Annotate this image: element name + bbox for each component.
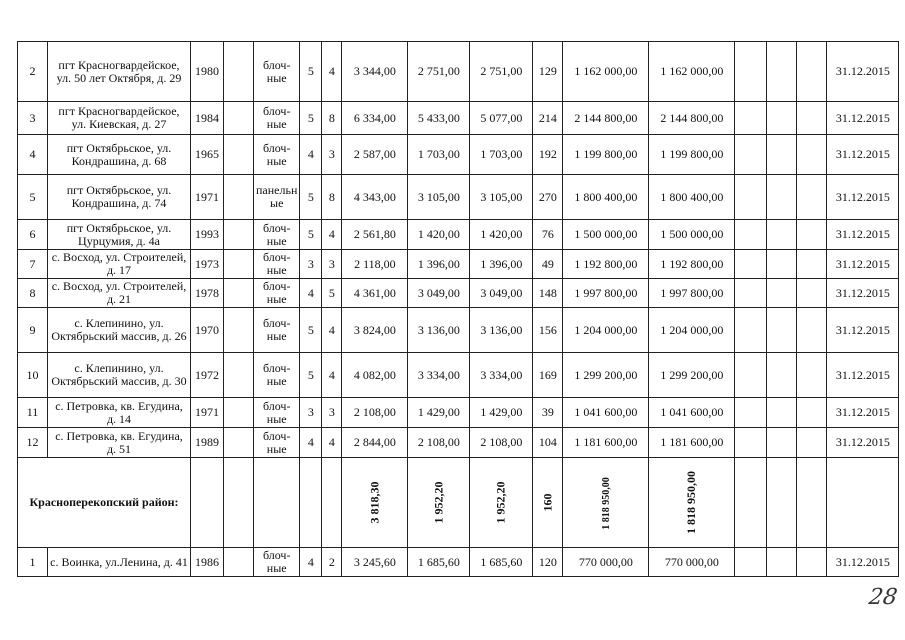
year-cell: 1965 <box>191 135 224 175</box>
cost-fund-cell: 1 500 000,00 <box>649 220 735 250</box>
address-cell: с. Воинка, ул.Ленина, д. 41 <box>48 548 191 577</box>
residents-cell: 76 <box>533 220 563 250</box>
wall-material-cell: блоч- ные <box>254 250 300 279</box>
residents-cell: 120 <box>533 548 563 577</box>
empty-cell <box>224 353 254 398</box>
year-cell: 1971 <box>191 398 224 428</box>
floors-cell: 3 <box>300 250 322 279</box>
living-area-cell: 3 105,00 <box>408 175 470 220</box>
row-number: 10 <box>18 353 48 398</box>
empty-cell <box>767 458 797 548</box>
empty-cell <box>797 135 827 175</box>
cost-cell: 770 000,00 <box>563 548 649 577</box>
cost-fund-cell: 1 199 800,00 <box>649 135 735 175</box>
table-row <box>18 220 899 250</box>
wall-material-cell: блоч- ные <box>254 42 300 102</box>
completion-date-cell: 31.12.2015 <box>827 308 899 353</box>
empty-cell <box>735 398 767 428</box>
wall-material-cell: блоч- ные <box>254 102 300 135</box>
residential-area-cell: 1 420,00 <box>470 220 533 250</box>
floors-cell: 4 <box>300 428 322 458</box>
wall-material-cell: блоч- ные <box>254 279 300 308</box>
living-area-cell: 3 136,00 <box>408 308 470 353</box>
completion-date-cell: 31.12.2015 <box>827 135 899 175</box>
total-area-cell: 2 118,00 <box>342 250 408 279</box>
empty-cell <box>797 398 827 428</box>
empty-cell <box>735 458 767 548</box>
address-cell: пгт Красногвардейское, ул. Киевская, д. 27 <box>48 102 191 135</box>
total-area-cell: 3 824,00 <box>342 308 408 353</box>
total-area-sum: 3 818,30 <box>367 481 382 524</box>
living-area-sum-cell <box>408 458 470 548</box>
table-row <box>18 102 899 135</box>
year-cell: 1972 <box>191 353 224 398</box>
completion-date-cell: 31.12.2015 <box>827 548 899 577</box>
residents-cell: 39 <box>533 398 563 428</box>
wall-material-cell: блоч- ные <box>254 308 300 353</box>
residential-area-cell: 2 751,00 <box>470 42 533 102</box>
residential-area-cell: 5 077,00 <box>470 102 533 135</box>
cost-cell: 1 041 600,00 <box>563 398 649 428</box>
empty-cell <box>797 175 827 220</box>
residential-area-cell: 2 108,00 <box>470 428 533 458</box>
cost-fund-cell: 1 162 000,00 <box>649 42 735 102</box>
row-number: 9 <box>18 308 48 353</box>
floors-cell: 5 <box>300 42 322 102</box>
living-area-cell: 1 703,00 <box>408 135 470 175</box>
empty-cell <box>224 398 254 428</box>
residential-area-cell: 3 049,00 <box>470 279 533 308</box>
completion-date-cell: 31.12.2015 <box>827 220 899 250</box>
floors-cell: 5 <box>300 102 322 135</box>
table-row <box>18 428 899 458</box>
cost-fund-cell: 2 144 800,00 <box>649 102 735 135</box>
empty-cell <box>735 102 767 135</box>
cost-fund-cell: 1 997 800,00 <box>649 279 735 308</box>
entrances-cell: 4 <box>322 42 342 102</box>
total-area-cell: 6 334,00 <box>342 102 408 135</box>
cost-fund-cell: 1 204 000,00 <box>649 308 735 353</box>
empty-cell <box>827 458 899 548</box>
cost-fund-cell: 1 299 200,00 <box>649 353 735 398</box>
cost-fund-sum: 1 818 950,00 <box>684 471 699 534</box>
empty-cell <box>767 279 797 308</box>
entrances-cell: 3 <box>322 135 342 175</box>
address-cell: с. Клепинино, ул. Октябрьский массив, д. 30 <box>48 353 191 398</box>
cost-fund-cell: 1 181 600,00 <box>649 428 735 458</box>
year-cell: 1989 <box>191 428 224 458</box>
living-area-cell: 1 420,00 <box>408 220 470 250</box>
cost-fund-sum-cell <box>649 458 735 548</box>
empty-cell <box>767 175 797 220</box>
residents-cell: 270 <box>533 175 563 220</box>
table-body <box>18 42 899 577</box>
year-cell: 1986 <box>191 548 224 577</box>
empty-cell <box>767 220 797 250</box>
total-area-cell: 2 561,80 <box>342 220 408 250</box>
row-number: 11 <box>18 398 48 428</box>
completion-date-cell: 31.12.2015 <box>827 279 899 308</box>
completion-date-cell: 31.12.2015 <box>827 353 899 398</box>
living-area-cell: 1 429,00 <box>408 398 470 428</box>
residential-area-cell: 1 685,60 <box>470 548 533 577</box>
empty-cell <box>767 308 797 353</box>
empty-cell <box>767 250 797 279</box>
address-cell: с. Восход, ул. Строителей, д. 21 <box>48 279 191 308</box>
wall-material-cell: блоч- ные <box>254 548 300 577</box>
row-number: 1 <box>18 548 48 577</box>
empty-cell <box>735 548 767 577</box>
table-row <box>18 279 899 308</box>
residents-cell: 148 <box>533 279 563 308</box>
entrances-cell: 4 <box>322 220 342 250</box>
total-area-cell: 3 245,60 <box>342 548 408 577</box>
cost-fund-cell: 1 800 400,00 <box>649 175 735 220</box>
cost-cell: 1 199 800,00 <box>563 135 649 175</box>
table-row <box>18 250 899 279</box>
year-cell: 1973 <box>191 250 224 279</box>
region-name: Красноперекопский район: <box>18 458 191 548</box>
completion-date-cell: 31.12.2015 <box>827 428 899 458</box>
residential-area-cell: 3 136,00 <box>470 308 533 353</box>
empty-cell <box>767 353 797 398</box>
empty-cell <box>797 250 827 279</box>
empty-cell <box>224 458 254 548</box>
cost-sum-cell <box>563 458 649 548</box>
cost-cell: 1 204 000,00 <box>563 308 649 353</box>
living-area-cell: 5 433,00 <box>408 102 470 135</box>
completion-date-cell: 31.12.2015 <box>827 250 899 279</box>
empty-cell <box>797 102 827 135</box>
empty-cell <box>735 135 767 175</box>
total-area-cell: 4 082,00 <box>342 353 408 398</box>
empty-cell <box>735 250 767 279</box>
floors-cell: 5 <box>300 353 322 398</box>
empty-cell <box>735 42 767 102</box>
residents-cell: 49 <box>533 250 563 279</box>
empty-cell <box>767 398 797 428</box>
year-cell: 1970 <box>191 308 224 353</box>
empty-cell <box>224 548 254 577</box>
empty-cell <box>735 175 767 220</box>
total-area-cell: 3 344,00 <box>342 42 408 102</box>
total-area-cell: 4 343,00 <box>342 175 408 220</box>
entrances-cell: 3 <box>322 398 342 428</box>
row-number: 2 <box>18 42 48 102</box>
floors-cell: 3 <box>300 398 322 428</box>
wall-material-cell: блоч- ные <box>254 428 300 458</box>
cost-cell: 2 144 800,00 <box>563 102 649 135</box>
empty-cell <box>797 353 827 398</box>
entrances-cell: 4 <box>322 353 342 398</box>
residents-sum: 160 <box>540 493 555 512</box>
residential-area-sum: 1 952,20 <box>493 481 508 524</box>
cost-cell: 1 500 000,00 <box>563 220 649 250</box>
housing-table <box>17 41 899 577</box>
row-number: 8 <box>18 279 48 308</box>
empty-cell <box>224 42 254 102</box>
empty-cell <box>224 279 254 308</box>
empty-cell <box>797 220 827 250</box>
cost-fund-cell: 1 041 600,00 <box>649 398 735 428</box>
year-cell: 1993 <box>191 220 224 250</box>
row-number: 12 <box>18 428 48 458</box>
cost-cell: 1 192 800,00 <box>563 250 649 279</box>
empty-cell <box>767 548 797 577</box>
wall-material-cell: блоч- ные <box>254 135 300 175</box>
empty-cell <box>735 308 767 353</box>
cost-fund-cell: 770 000,00 <box>649 548 735 577</box>
total-area-cell: 4 361,00 <box>342 279 408 308</box>
cost-cell: 1 181 600,00 <box>563 428 649 458</box>
empty-cell <box>767 428 797 458</box>
total-area-cell: 2 587,00 <box>342 135 408 175</box>
residential-area-cell: 1 429,00 <box>470 398 533 428</box>
empty-cell <box>797 428 827 458</box>
row-number: 6 <box>18 220 48 250</box>
entrances-cell: 4 <box>322 308 342 353</box>
living-area-sum: 1 952,20 <box>431 481 446 524</box>
empty-cell <box>797 458 827 548</box>
empty-cell <box>300 458 322 548</box>
floors-cell: 5 <box>300 175 322 220</box>
address-cell: с. Петровка, кв. Егудина, д. 51 <box>48 428 191 458</box>
completion-date-cell: 31.12.2015 <box>827 398 899 428</box>
entrances-cell: 3 <box>322 250 342 279</box>
row-number: 7 <box>18 250 48 279</box>
residents-sum-cell <box>533 458 563 548</box>
entrances-cell: 8 <box>322 175 342 220</box>
empty-cell <box>767 102 797 135</box>
entrances-cell: 5 <box>322 279 342 308</box>
empty-cell <box>797 279 827 308</box>
residential-area-sum-cell <box>470 458 533 548</box>
floors-cell: 4 <box>300 548 322 577</box>
year-cell: 1978 <box>191 279 224 308</box>
address-cell: с. Восход, ул. Строителей, д. 17 <box>48 250 191 279</box>
total-area-sum-cell <box>342 458 408 548</box>
living-area-cell: 2 108,00 <box>408 428 470 458</box>
empty-cell <box>224 102 254 135</box>
year-cell: 1980 <box>191 42 224 102</box>
cost-cell: 1 997 800,00 <box>563 279 649 308</box>
cost-sum: 1 818 950,00 <box>600 476 612 530</box>
empty-cell <box>191 458 224 548</box>
address-cell: пгт Октябрьское, ул. Кондрашина, д. 74 <box>48 175 191 220</box>
residential-area-cell: 3 105,00 <box>470 175 533 220</box>
empty-cell <box>224 250 254 279</box>
empty-cell <box>224 308 254 353</box>
empty-cell <box>224 175 254 220</box>
residents-cell: 129 <box>533 42 563 102</box>
empty-cell <box>797 308 827 353</box>
total-area-cell: 2 108,00 <box>342 398 408 428</box>
page-number: 28 <box>867 585 899 610</box>
empty-cell <box>735 353 767 398</box>
empty-cell <box>224 220 254 250</box>
table-row <box>18 175 899 220</box>
wall-material-cell: панельн ые <box>254 175 300 220</box>
table-row <box>18 353 899 398</box>
row-number: 3 <box>18 102 48 135</box>
address-cell: с. Петровка, кв. Егудина, д. 14 <box>48 398 191 428</box>
year-cell: 1984 <box>191 102 224 135</box>
total-area-cell: 2 844,00 <box>342 428 408 458</box>
cost-cell: 1 800 400,00 <box>563 175 649 220</box>
wall-material-cell: блоч- ные <box>254 353 300 398</box>
address-cell: с. Клепинино, ул. Октябрьский массив, д. 26 <box>48 308 191 353</box>
row-number: 4 <box>18 135 48 175</box>
living-area-cell: 1 396,00 <box>408 250 470 279</box>
entrances-cell: 2 <box>322 548 342 577</box>
region-summary-row <box>18 458 899 548</box>
residential-area-cell: 1 703,00 <box>470 135 533 175</box>
table-row <box>18 548 899 577</box>
empty-cell <box>767 135 797 175</box>
wall-material-cell: блоч- ные <box>254 398 300 428</box>
empty-cell <box>797 42 827 102</box>
table-row <box>18 42 899 102</box>
entrances-cell: 8 <box>322 102 342 135</box>
completion-date-cell: 31.12.2015 <box>827 102 899 135</box>
year-cell: 1971 <box>191 175 224 220</box>
residents-cell: 169 <box>533 353 563 398</box>
floors-cell: 5 <box>300 308 322 353</box>
empty-cell <box>224 428 254 458</box>
residential-area-cell: 1 396,00 <box>470 250 533 279</box>
empty-cell <box>322 458 342 548</box>
table-row <box>18 398 899 428</box>
residents-cell: 192 <box>533 135 563 175</box>
completion-date-cell: 31.12.2015 <box>827 42 899 102</box>
address-cell: пгт Октябрьское, ул. Цурцумия, д. 4а <box>48 220 191 250</box>
address-cell: пгт Красногвардейское, ул. 50 лет Октября, д. 29 <box>48 42 191 102</box>
table-row <box>18 135 899 175</box>
row-number: 5 <box>18 175 48 220</box>
living-area-cell: 2 751,00 <box>408 42 470 102</box>
empty-cell <box>735 279 767 308</box>
residents-cell: 156 <box>533 308 563 353</box>
empty-cell <box>254 458 300 548</box>
table-row <box>18 308 899 353</box>
empty-cell <box>735 220 767 250</box>
residential-area-cell: 3 334,00 <box>470 353 533 398</box>
empty-cell <box>224 135 254 175</box>
floors-cell: 4 <box>300 279 322 308</box>
empty-cell <box>797 548 827 577</box>
residents-cell: 214 <box>533 102 563 135</box>
empty-cell <box>735 428 767 458</box>
cost-fund-cell: 1 192 800,00 <box>649 250 735 279</box>
residents-cell: 104 <box>533 428 563 458</box>
floors-cell: 4 <box>300 135 322 175</box>
cost-cell: 1 299 200,00 <box>563 353 649 398</box>
wall-material-cell: блоч- ные <box>254 220 300 250</box>
address-cell: пгт Октябрьское, ул. Кондрашина, д. 68 <box>48 135 191 175</box>
living-area-cell: 1 685,60 <box>408 548 470 577</box>
empty-cell <box>767 42 797 102</box>
living-area-cell: 3 334,00 <box>408 353 470 398</box>
living-area-cell: 3 049,00 <box>408 279 470 308</box>
entrances-cell: 4 <box>322 428 342 458</box>
cost-cell: 1 162 000,00 <box>563 42 649 102</box>
completion-date-cell: 31.12.2015 <box>827 175 899 220</box>
floors-cell: 5 <box>300 220 322 250</box>
